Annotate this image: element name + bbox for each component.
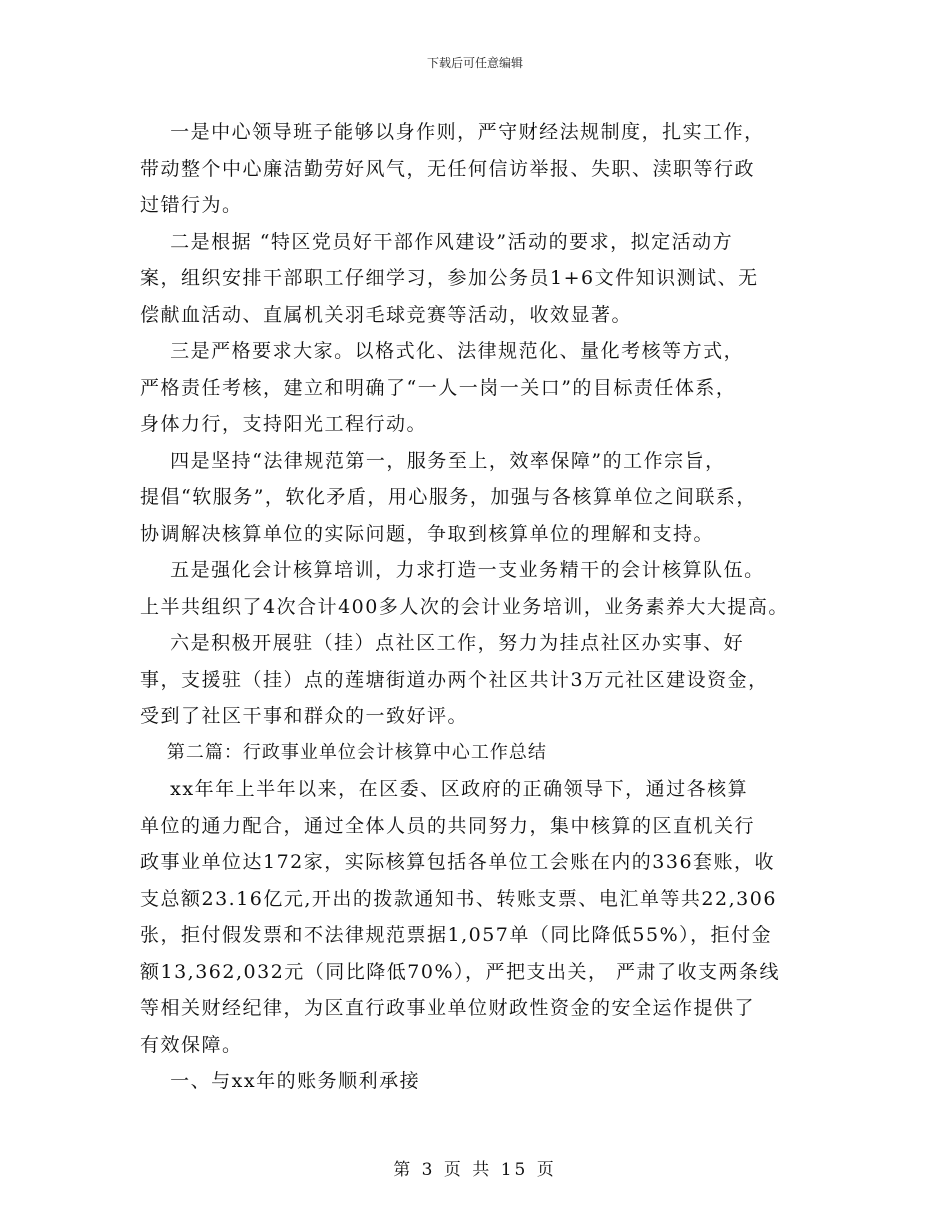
text-line: 事，支援驻（挂）点的莲塘街道办两个社区共计3万元社区建设资金， — [140, 668, 769, 691]
text-line: 受到了社区干事和群众的一致好评。 — [140, 705, 469, 727]
text-line: 案，组织安排干部职工仔细学习，参加公务员1+6文件知识测试、无 — [140, 267, 759, 289]
text-line: 张，拒付假发票和不法律规范票据1,057单（同比降低55%），拒付金 — [140, 924, 773, 946]
text-line: xx年年上半年以来，在区委、区政府的正确领导下，通过各核算 — [140, 778, 749, 800]
page-header: 下载后可任意编辑 — [426, 56, 523, 70]
text-line: 带动整个中心廉洁勤劳好风气，无任何信访举报、失职、渎职等行政 — [140, 157, 756, 180]
text-line: 有效保障。 — [140, 1033, 243, 1056]
text-line: 额13,362,032元（同比降低70%），严把支出关， 严肃了收支两条线 — [140, 960, 781, 983]
text-line: 一是中心领导班子能够以身作则，严守财经法规制度，扎实工作， — [140, 121, 765, 143]
text-line: 协调解决核算单位的实际问题，争取到核算单位的理解和支持。 — [140, 522, 715, 545]
text-line: 二是根据 “特区党员好干部作风建设”活动的要求，拟定活动方 — [140, 230, 734, 253]
document-body — [140, 114, 820, 1100]
text-line: 政事业单位达172家，实际核算包括各单位工会账在内的336套账，收 — [140, 851, 776, 873]
text-line: 上半共组织了4次合计400多人次的会计业务培训，业务素养大大提高。 — [140, 595, 789, 618]
text-line: 过错行为。 — [140, 194, 243, 216]
text-line: 五是强化会计核算培训，力求打造一支业务精干的会计核算队伍。 — [140, 559, 765, 581]
text-line: 支总额23.16亿元,开出的拨款通知书、转账支票、电汇单等共22,306 — [140, 887, 777, 910]
text-line: 六是积极开展驻（挂）点社区工作，努力为挂点社区办实事、好 — [140, 632, 745, 654]
page-footer: 第 3 页 共 15 页 — [393, 1160, 557, 1180]
text-line: 等相关财经纪律，为区直行政事业单位财政性资金的安全运作提供了 — [140, 997, 756, 1019]
text-line: 单位的通力配合，通过全体人员的共同努力，集中核算的区直机关行 — [140, 814, 756, 837]
text-line: 一、与xx年的账务顺利承接 — [140, 1070, 421, 1092]
text-line: 偿献血活动、直属机关羽毛球竞赛等活动，收效显著。 — [140, 303, 633, 326]
text-line: 四是坚持“法律规范第一，服务至上，效率保障”的工作宗旨， — [140, 449, 726, 472]
text-line: 身体力行，支持阳光工程行动。 — [140, 413, 428, 435]
text-line: 三是严格要求大家。以格式化、法律规范化、量化考核等方式， — [140, 340, 745, 362]
section-heading: 第二篇：行政事业单位会计核算中心工作总结 — [140, 741, 547, 763]
text-line: 提倡“软服务”，软化矛盾，用心服务，加强与各核算单位之间联系， — [140, 486, 757, 508]
text-line: 严格责任考核，建立和明确了“一人一岗一关口”的目标责任体系， — [140, 376, 737, 399]
